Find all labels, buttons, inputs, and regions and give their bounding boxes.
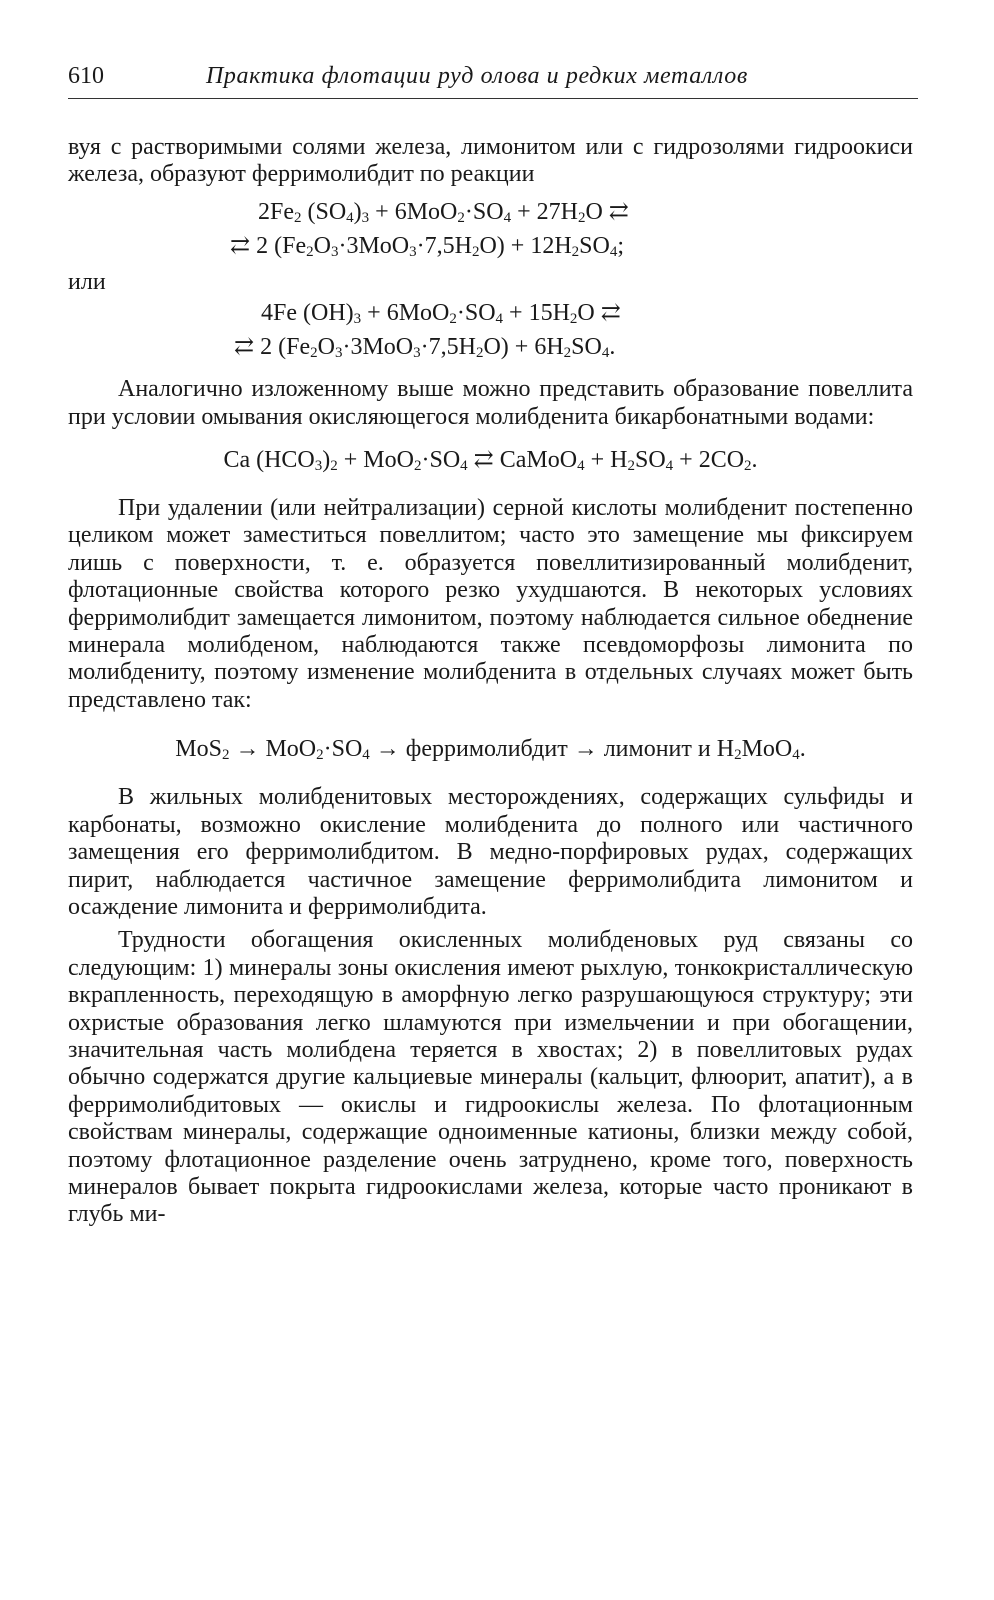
conjunction-or: или — [68, 268, 106, 295]
equation-2-line-2: ⇄ 2 $(Fe_2O_3\cdot 3MoO_3\cdot 7,5H_2O) + 6H_2SO_4$. — [234, 334, 616, 362]
paragraph-3: При удалении (или нейтрализации) серной кислоты молибденит постепенно целиком может заместиться повеллитом; часто это замещение мы фиксируем лишь с поверхности, т. е. образуется повеллитизированный молибденит, флотационные свойства которого резко ухудшаются. В некоторых условиях ферримолибдит замещается лимонитом, поэтому наблюдается сильное обеднение минерала молибденом, наблюдаются также псевдоморфозы лимонита по молибдениту, поэтому изменение молибденита в отдельных случаях может быть представлено так: — [68, 495, 913, 713]
paragraph-5: Трудности обогащения окисленных молибденовых руд связаны со следующим: 1) минералы зоны окисления имеют рыхлую, тонкокристаллическую вкрапленность, переходящую в аморфную легко разрушающуюся структуру; эти охристые образования легко шламуются при измельчении и при обогащении, значительная часть молибдена теряется в хвостах; 2) в повеллитовых рудах обычно содержатся другие кальциевые минералы (кальцит, флюорит, апатит), а в ферримолибдитовых — окислы и гидроокислы железа. По флотационным свойствам минералы, содержащие одноименные катионы, близки между собой, поэтому флотационное разделение очень затруднено, кроме того, поверхность минералов бывает покрыта гидроокислами железа, которые часто проникают в глубь ми- — [68, 927, 913, 1228]
equation-1 — [68, 195, 913, 263]
paragraph-2: Аналогично изложенному выше можно представить образование повеллита при условии омывания окисляющегося молибденита бикарбонатными водами: — [68, 376, 913, 430]
equation-2-line-1: 4Fe $(OH)_3 + 6MoO_2\cdot SO_4 + 15H_2O$ ⇄ — [261, 300, 621, 328]
equation-4: $MoS_2 \to MoO_2\cdot SO_4$ → ферримолибдит → лимонит и $H_2MoO_4$. — [175, 736, 806, 764]
page-number: 610 — [68, 63, 104, 89]
equation-2 — [68, 296, 913, 364]
equation-1-line-2: ⇄ 2 $(Fe_2O_3\cdot 3MoO_3\cdot 7,5H_2O) + 12H_2SO_4$; — [230, 232, 625, 260]
paragraph-4: В жильных молибденитовых месторождениях, содержащих сульфиды и карбонаты, возможно окисление молибденита до полного или частичного замещения его ферримолибдитом. В медно-порфировых рудах, содержащих пирит, наблюдается частичное замещение ферримолибдита лимонитом и осаждение лимонита и ферримолибдита. — [68, 784, 913, 920]
equation-3: Ca $(HCO_3)_2 + MoO_2\cdot SO_4$ ⇄ CaMoO$_4$ + $H_2SO_4 + 2CO_2$. — [223, 447, 758, 475]
header-rule — [68, 98, 918, 99]
running-title: Практика флотации руд олова и редких металлов — [206, 63, 748, 89]
equation-1-line-1: $2Fe_2$ $(SO_4)_3 + 6MoO_2\cdot SO_4 + 27H_2O$ ⇄ — [258, 198, 629, 226]
page-body — [68, 134, 913, 1229]
paragraph-1: вуя с растворимыми солями железа, лимонитом или с гидрозолями гидроокиси железа, образуют ферримолибдит по реакции — [68, 134, 913, 188]
